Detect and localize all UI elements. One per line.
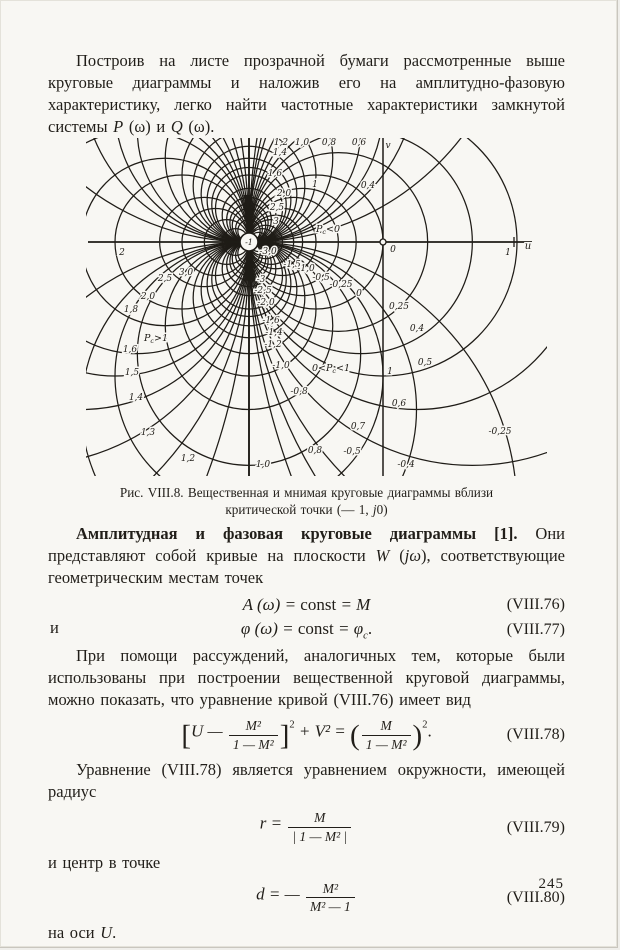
svg-text:0<Pc<1: $0<P_c<1$ [311, 363, 351, 376]
caption-line1: Рис. VIII.8. Вещественная и мнимая круговые диаграммы вблизи [119, 485, 494, 500]
paragraph-axis-u: на оси U. [48, 922, 117, 942]
svg-text:-1,5: -1,5 [283, 260, 301, 270]
equation-group-76-77 [48, 595, 565, 641]
svg-text:1: 1 [312, 180, 318, 190]
svg-text:1,6: 1,6 [122, 345, 138, 355]
equation-80: d = — $\frac{\text{M²}}{\text{M² — 1}}$ (VIII.80) [256, 880, 565, 915]
var-p: P [113, 117, 124, 136]
svg-text:1,4: 1,4 [272, 148, 288, 158]
svg-text:1,4: 1,4 [128, 393, 144, 403]
svg-text:0,6: 0,6 [391, 399, 407, 409]
equation-number-80: (VIII.80) [506, 888, 565, 906]
svg-text:-1,4: -1,4 [265, 328, 283, 338]
svg-text:-1,6: -1,6 [262, 316, 280, 326]
svg-text:0: 0 [390, 245, 396, 255]
var-q: Q [170, 117, 183, 136]
svg-text:-0,25: -0,25 [488, 427, 512, 437]
svg-text:3: 3 [273, 217, 279, 227]
figure-viii-8 [0, 138, 617, 476]
equation-number-76: (VIII.76) [506, 596, 565, 613]
svg-text:3,0: 3,0 [178, 268, 194, 278]
paragraph-method: При помощи рассуждений, аналогичных тем, которые были использованы при построении вещественной круговой диаграммы, можно показать, что уравнение кривой (VIII.76) имеет вид [48, 646, 565, 710]
svg-text:1: 1 [505, 248, 511, 258]
equation-76: A (ω) = const = M (VIII.76) [242, 595, 565, 614]
equation-79: r = $\frac{M}{\text{| 1 — M² |}}$ (VIII.79) [259, 810, 565, 845]
equation-77: φ (ω) = const = $\varphi_c$. (VIII.77) [240, 619, 565, 642]
var-u: U [100, 922, 113, 942]
svg-text:2,0: 2,0 [276, 189, 292, 199]
intro-text: Построив на листе прозрачной бумаги рассмотренные выше круговые диаграммы и наложив его на амплитудно-фазовую характеристику, легко найти частотные характеристики замкнутой системы [48, 51, 565, 136]
svg-text:Pc<0: $P_c<0$ [315, 224, 341, 237]
svg-text:-2,0: -2,0 [257, 298, 275, 308]
svg-text:0,8: 0,8 [321, 138, 337, 148]
paragraph-section-lead: Амплитудная и фазовая круговые диаграммы [1]. Они представляют собой кривые на плоскости W (jω), соответствующие геометрическим местам точек [48, 524, 565, 587]
svg-text:1,0: 1,0 [294, 138, 310, 148]
svg-text:0: 0 [356, 289, 362, 299]
paragraph-intro: Построив на листе прозрачной бумаги рассмотренные выше круговые диаграммы и наложив его на амплитудно-фазовую характеристику, легко найти частотные характеристики замкнутой системы P (ω) и Q (ω). [48, 51, 565, 136]
svg-text:0,4: 0,4 [360, 181, 376, 191]
page-number: 245 [538, 876, 564, 892]
svg-text:0,6: 0,6 [351, 138, 367, 148]
margin-word-and: и [50, 618, 59, 637]
fraction: $\frac{\text{M²}}{\text{M² — 1}}$ [306, 880, 355, 916]
svg-text:-0,8: -0,8 [290, 387, 308, 397]
svg-text:1,5: 1,5 [124, 368, 140, 378]
svg-text:-1,0: -1,0 [297, 264, 315, 274]
svg-text:-0,25: -0,25 [329, 280, 353, 290]
svg-text:-0,4: -0,4 [397, 460, 415, 470]
svg-text:u: u [524, 241, 532, 252]
svg-text:-0,5: -0,5 [343, 447, 361, 457]
svg-text:-1,0: -1,0 [272, 361, 290, 371]
svg-text:2: 2 [119, 248, 125, 258]
equation-number-78: (VIII.78) [506, 726, 565, 744]
fraction: $\frac{M}{\text{| 1 — M² |}}$ [288, 809, 351, 845]
svg-text:2,5: 2,5 [269, 203, 285, 213]
svg-text:1,6: 1,6 [267, 169, 283, 179]
svg-text:-1: -1 [245, 237, 253, 247]
svg-text:2,5: 2,5 [157, 274, 173, 284]
svg-text:2,0: 2,0 [140, 292, 156, 302]
paragraph-center-point: и центр в точке [48, 852, 161, 872]
svg-text:1: 1 [387, 367, 393, 377]
svg-text:-3,0: -3,0 [259, 247, 277, 257]
fraction: $\frac{M}{\text{1 — M²}}$ [362, 717, 411, 753]
svg-text:0,7: 0,7 [350, 422, 366, 432]
svg-text:v: v [385, 141, 391, 151]
svg-text:-2,5: -2,5 [254, 286, 272, 296]
svg-text:0,25: 0,25 [388, 302, 410, 312]
equation-number-79: (VIII.79) [506, 818, 565, 836]
caption-line2: критической точки (— 1, j0) [225, 502, 388, 517]
svg-text:1,2: 1,2 [180, 454, 196, 464]
svg-text:1,2: 1,2 [273, 138, 289, 148]
equation-number-77: (VIII.77) [506, 621, 565, 639]
svg-text:0,5: 0,5 [417, 358, 433, 368]
equation-78: [U — $\frac{\text{M²}}{\text{1 — M²}}$ ]$^2$ + V² = ( $\frac{M}{\text{1 — M²}}$ )$^2$. (VIII.78) [181, 718, 565, 752]
svg-text:-1,2: -1,2 [264, 340, 282, 350]
paragraph-radius: Уравнение (VIII.78) является уравнением окружности, имеющей радиус [48, 760, 565, 802]
svg-text:-3: -3 [256, 275, 266, 285]
var-w: W [375, 546, 390, 565]
svg-text:-0,5: -0,5 [312, 273, 330, 283]
fraction: $\frac{\text{M²}}{\text{1 — M²}}$ [229, 717, 278, 753]
circle-diagram-figure [0, 138, 620, 476]
section-heading: Амплитудная и фазовая круговые диаграммы [1]. [76, 524, 518, 543]
svg-text:0,8: 0,8 [307, 446, 323, 456]
svg-text:Pc>1: $P_c>1$ [143, 333, 169, 346]
svg-text:0,4: 0,4 [409, 324, 425, 334]
svg-text:1,8: 1,8 [123, 305, 139, 315]
figure-caption [48, 484, 565, 518]
svg-text:1,0: 1,0 [255, 460, 271, 470]
svg-text:1,3: 1,3 [140, 428, 156, 438]
